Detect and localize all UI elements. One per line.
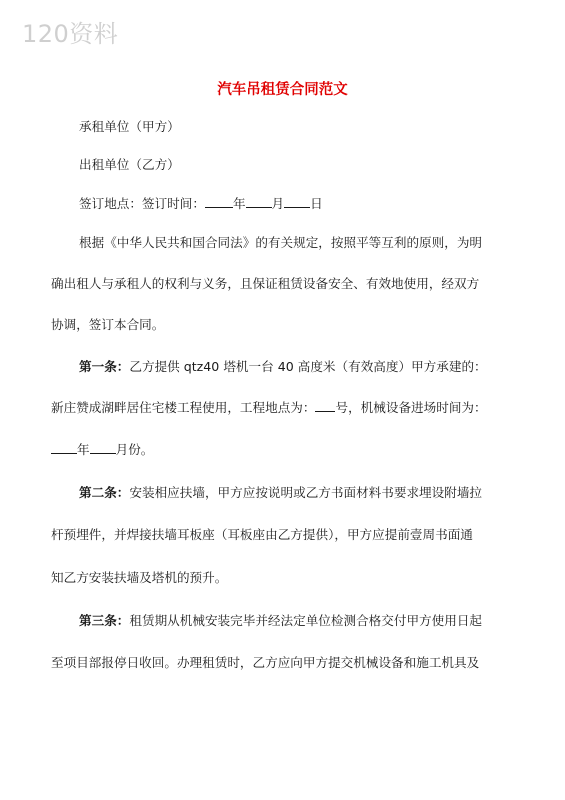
- article2-line-1: [79, 484, 482, 502]
- blank-number: [315, 399, 335, 412]
- intro-line-3: 协调，签订本合同。: [51, 317, 165, 332]
- article2-line-3: 知乙方安装扶墙及塔机的预升。: [51, 570, 228, 585]
- intro-line-2: 确出租人与承租人的权利与义务，且保证租赁设备安全、有效地使用，经双方: [51, 276, 480, 291]
- article2-text-1: 安装相应扶墙，甲方应按说明或乙方书面材料书要求埋设附墙拉: [129, 485, 482, 500]
- intro-line-1: 根据《中华人民共和国合同法》的有关规定，按照平等互利的原则，为明: [79, 235, 482, 250]
- month-label: 月: [271, 196, 285, 211]
- watermark: 120资料: [22, 20, 119, 48]
- document-title: 汽车吊租赁合同范文: [217, 82, 348, 98]
- lessee-line: 承租单位（甲方）: [79, 119, 180, 134]
- article1-text-2b: 号，机械设备进场时间为：: [335, 400, 487, 415]
- blank-day: [284, 195, 310, 208]
- sign-time-label: 签订时间：: [141, 196, 205, 211]
- blank-entry-month: [90, 441, 116, 454]
- lessor-line: 出租单位（乙方）: [79, 157, 180, 172]
- sign-place-label: 签订地点：: [79, 196, 142, 211]
- article1-text-2a: 新庄赞成湖畔居住宅楼工程使用，工程地点为：: [51, 400, 316, 415]
- day-label: 日: [310, 196, 323, 211]
- article1-line-2: [51, 399, 487, 417]
- year-label: 年: [232, 196, 246, 211]
- article3-label: 第三条：: [79, 613, 130, 628]
- article1-line-1: [79, 358, 487, 376]
- blank-entry-year: [51, 441, 77, 454]
- entry-year-label: 年: [77, 442, 90, 457]
- blank-year: [205, 195, 233, 208]
- article3-line-2: 至项目部报停日收回。办理租赁时，乙方应向甲方提交机械设备和施工机具及: [51, 655, 480, 670]
- article1-text-1: 乙方提供 qtz40 塔机一台 40 高度米（有效高度）甲方承建的：: [129, 359, 487, 374]
- article1-label: 第一条：: [79, 359, 130, 374]
- article3-text-1: 租赁期从机械安装完毕并经法定单位检测合格交付甲方使用日起: [129, 613, 482, 628]
- article3-line-1: [79, 612, 482, 630]
- blank-month: [246, 195, 272, 208]
- sign-line: [79, 195, 323, 213]
- entry-month-label: 月份。: [115, 442, 154, 457]
- article2-label: 第二条：: [79, 485, 130, 500]
- article1-line-3: [51, 441, 153, 459]
- article2-line-2: 杆预埋件，并焊接扶墙耳板座（耳板座由乙方提供），甲方应提前壹周书面通: [51, 527, 473, 542]
